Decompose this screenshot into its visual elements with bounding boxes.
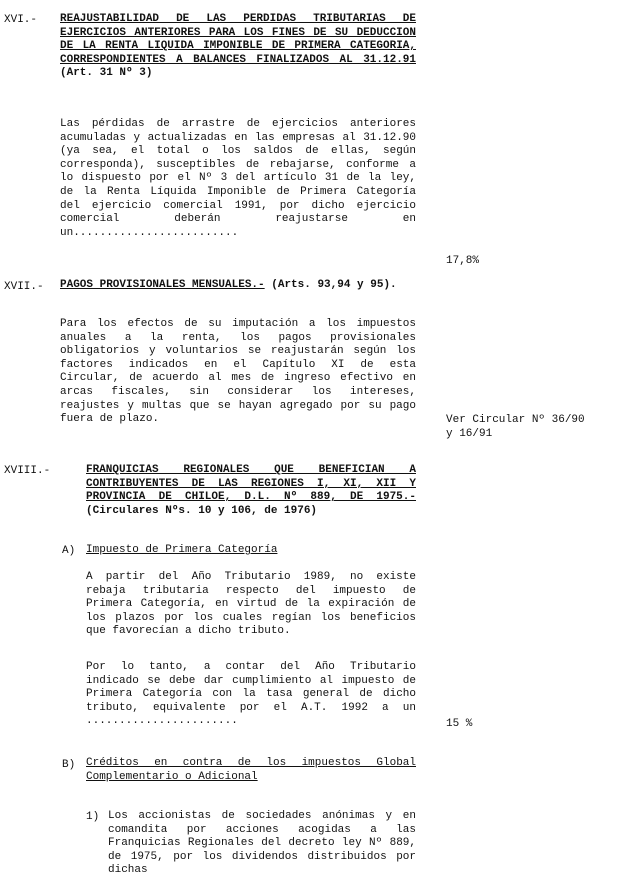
section-title-xvi-text: REAJUSTABILIDAD DE LAS PERDIDAS TRIBUTARIAS DE EJERCICIOS ANTERIORES PARA LOS FINES DE SU DEDUCCION DE LA RENTA LIQUIDA IMPONIBLE DE PRIMERA CATEGORIA, CORRESPONDIENTES A BALANCES FINALIZADOS AL 31.12.91	[60, 13, 416, 66]
paragraph-xvi: Las pérdidas de arrastre de ejercicios anteriores acumuladas y actualizadas en las empresas al 31.12.90 (ya sea, el total o los saldos de ellas, según corresponda), susceptibles de rebajarse, conforme a lo dispuesto por el Nº 3 del artículo 31 de la ley, de la Renta Líquida Imponible de Primera Categoría del ejercicio comercial 1991, por dicho ejercicio comercial deberán reajustarse en un.........................	[60, 118, 416, 239]
paragraph-a-2: Por lo tanto, a contar del Año Tributario indicado se debe dar cumplimiento al impuesto de Primera Categoría con la tasa general de dicho tributo, equivalente por el A.T. 1992 a un .......................	[86, 661, 416, 728]
paragraph-a-1: A partir del Año Tributario 1989, no existe rebaja tributaria respecto del impuesto de Primera Categoría, en virtud de la expiración de los plazos por los cuales regían los beneficios que favorecían a dicho tributo.	[86, 571, 416, 638]
item-label-b1: 1)	[86, 811, 100, 823]
section-ref-xvi: (Art. 31 Nº 3)	[60, 67, 153, 80]
section-number-xviii: XVIII.-	[4, 465, 51, 477]
subsection-title-a: Impuesto de Primera Categoría	[86, 544, 278, 556]
item-text-b1: Los accionistas de sociedades anónimas y en comandita por acciones acogidas a las Franquicias Regionales del decreto ley Nº 889, de 1975, por los dividendos distribuidos por dichas	[108, 810, 416, 877]
section-title-xviii	[86, 464, 416, 518]
subsection-label-a: A)	[62, 545, 76, 557]
section-ref-xviii: (Circulares Nºs. 10 y 106, de 1976)	[86, 504, 318, 517]
note-xvii: Ver Circular Nº 36/90 y 16/91	[446, 414, 585, 440]
subsection-title-b: Créditos en contra de los impuestos Global Complementario o Adicional	[86, 757, 416, 783]
paragraph-xvii: Para los efectos de su imputación a los impuestos anuales a la renta, los pagos provisionales obligatorios y voluntarios se reajustarán según los factores indicados en el Capítulo XI de esta Circular, de acuerdo al mes de ingreso efectivo en arcas fiscales, sin considerar los intereses, reajustes y multas que se hayan agregado por su pago fuera de plazo.	[60, 318, 416, 426]
section-title-xvii	[60, 279, 416, 293]
section-number-xvii: XVII.-	[4, 281, 44, 293]
subsection-label-b: B)	[62, 759, 76, 771]
value-a: 15 %	[446, 718, 473, 730]
section-title-xvii-text: PAGOS PROVISIONALES MENSUALES.-	[60, 279, 265, 291]
section-number-xvi: XVI.-	[4, 14, 38, 26]
section-title-xviii-text: FRANQUICIAS REGIONALES QUE BENEFICIAN A CONTRIBUYENTES DE LAS REGIONES I, XI, XII Y PROVINCIA DE CHILOE, D.L. Nº 889, DE 1975.-	[86, 464, 416, 504]
section-title-xvi	[60, 13, 416, 81]
section-ref-xvii: (Arts. 93,94 y 95).	[264, 279, 397, 291]
value-xvi: 17,8%	[446, 255, 480, 267]
